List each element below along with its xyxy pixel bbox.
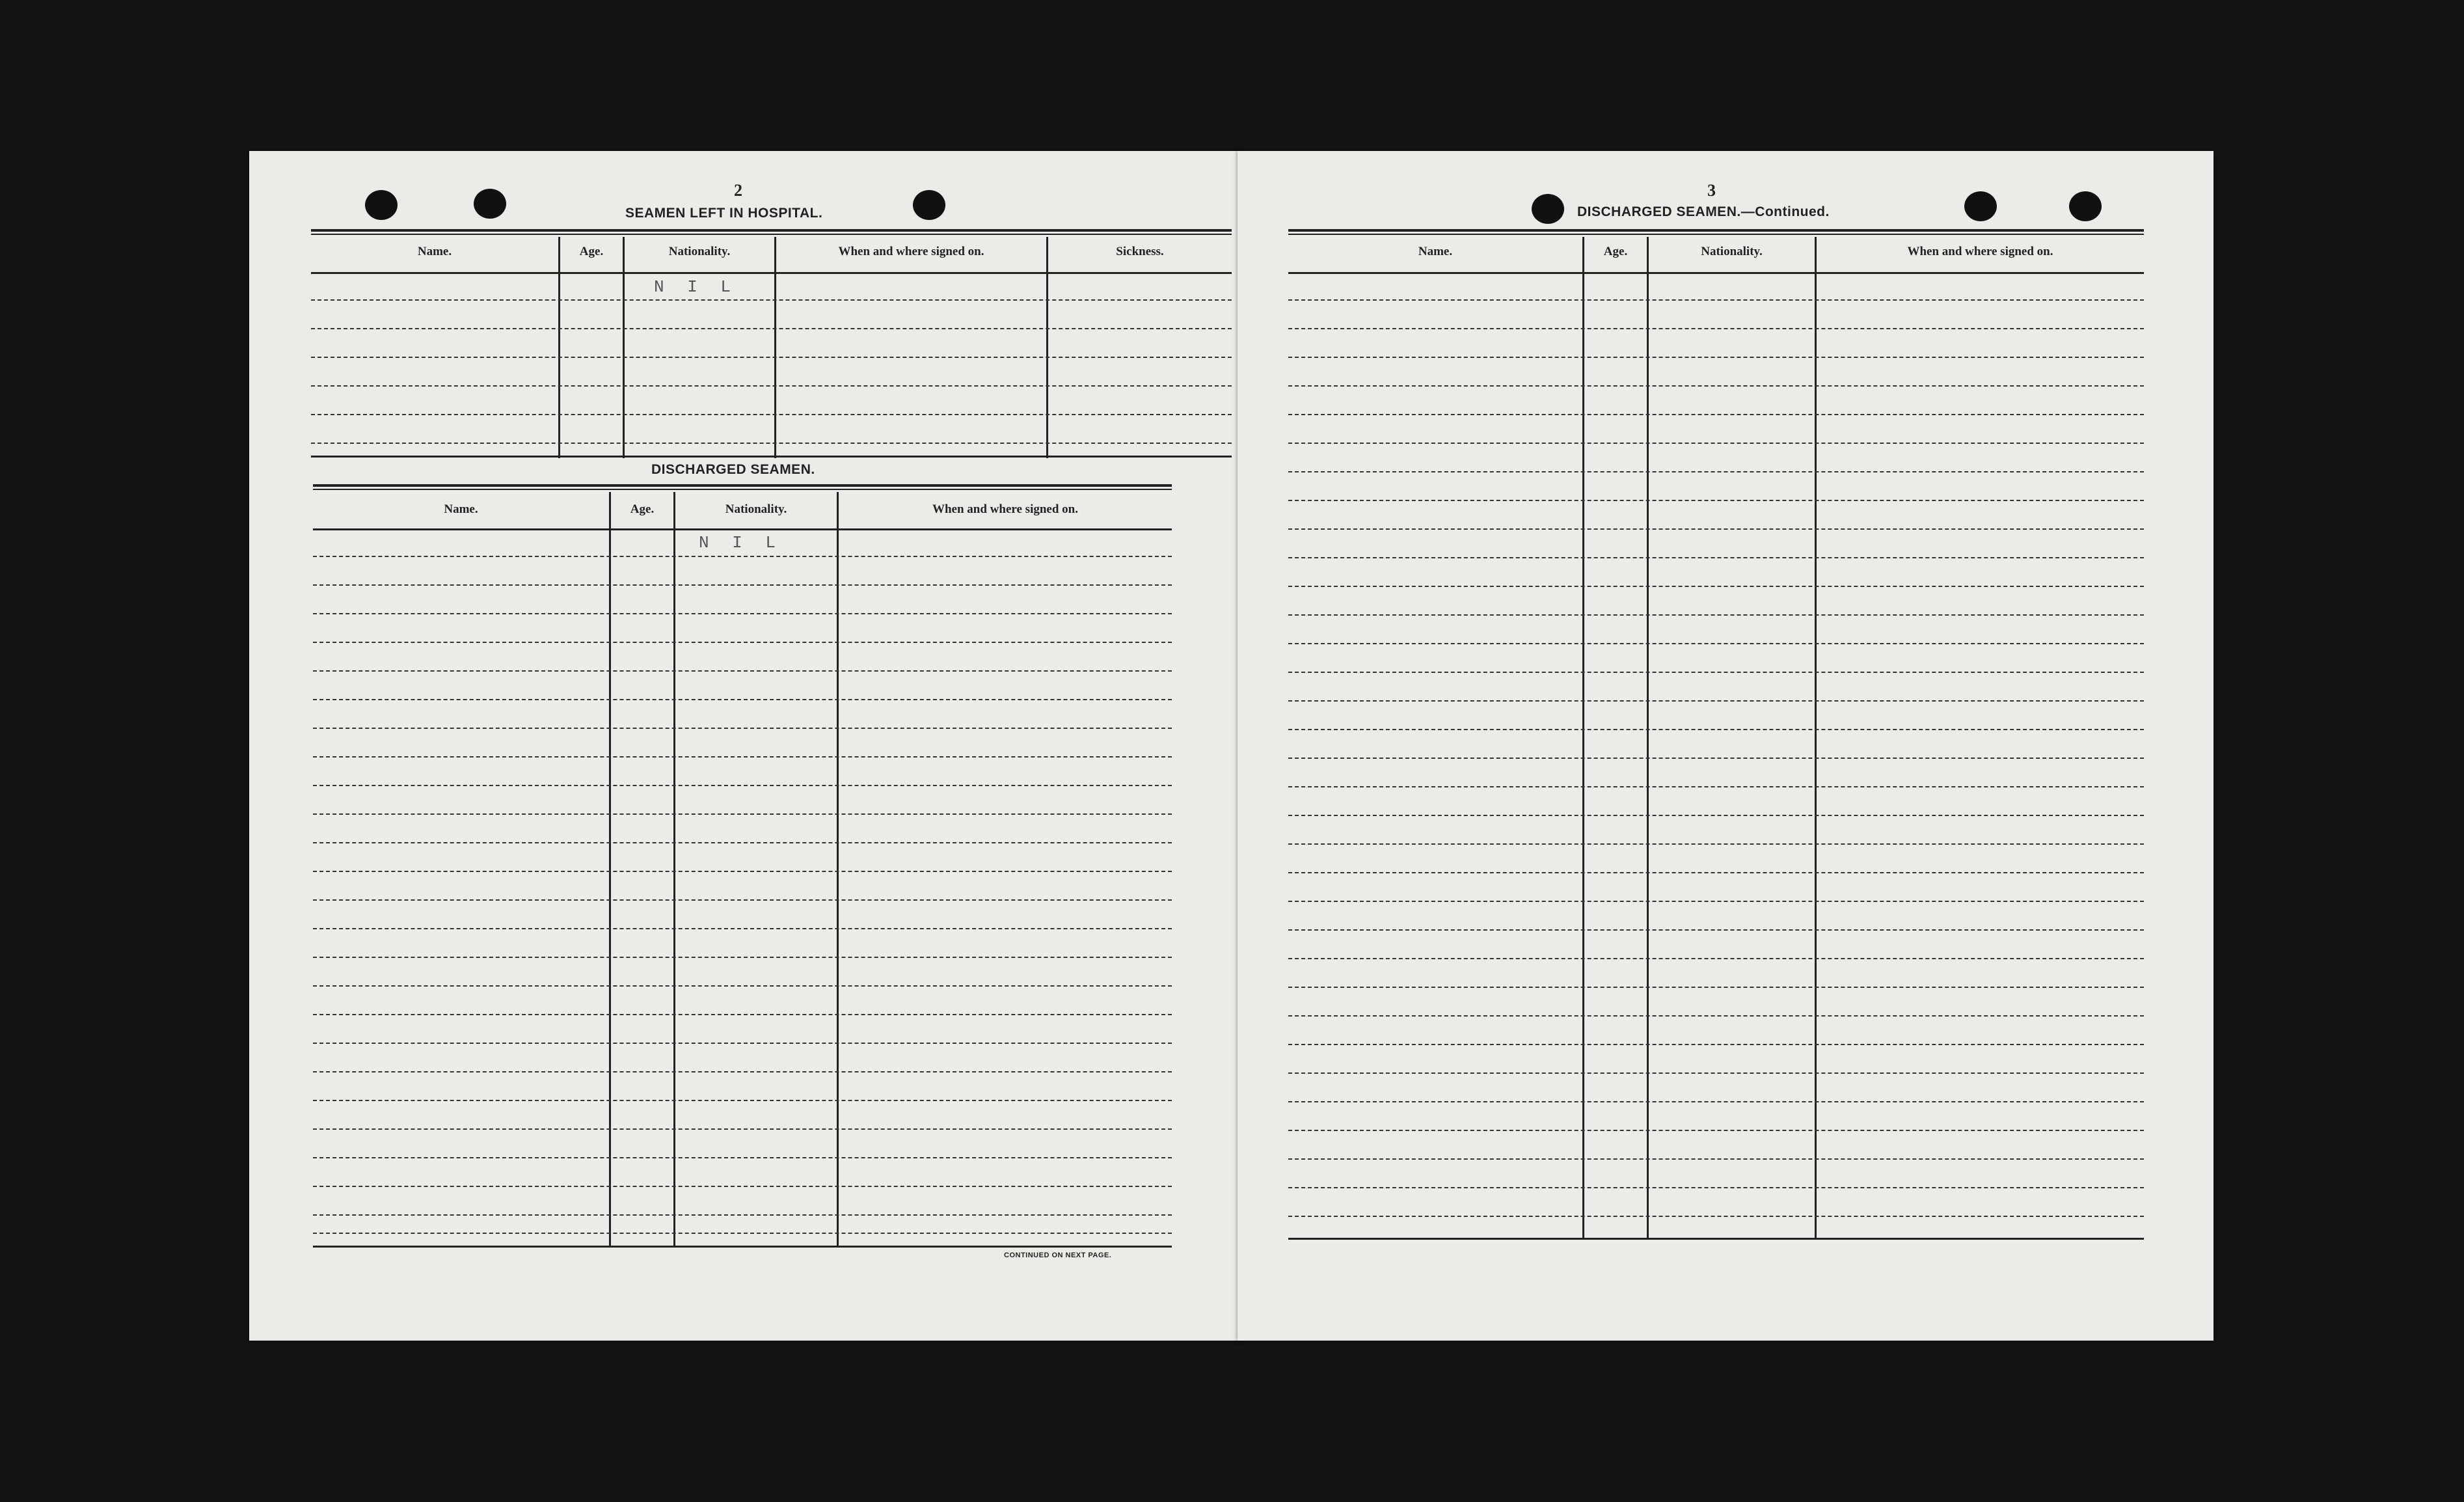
column-header-signed-on: When and where signed on. xyxy=(838,245,984,258)
entry-line xyxy=(1288,1015,2144,1017)
entry-line xyxy=(1288,1130,2144,1131)
entry-line xyxy=(1288,843,2144,845)
entry-line xyxy=(313,699,1172,700)
column-header-name: Name. xyxy=(1418,245,1453,258)
entry-line xyxy=(313,813,1172,815)
punch-hole xyxy=(1964,191,1997,221)
entry-line xyxy=(313,556,1172,557)
column-header-name: Name. xyxy=(417,245,452,258)
entry-line xyxy=(1288,929,2144,931)
entry-line xyxy=(311,299,1232,301)
entry-line xyxy=(313,928,1172,929)
entry-line xyxy=(1288,729,2144,730)
entry-line xyxy=(313,1186,1172,1187)
entry-line xyxy=(313,1043,1172,1044)
entry-line xyxy=(313,1100,1172,1101)
column-header-nationality: Nationality. xyxy=(1701,245,1763,258)
entry-line xyxy=(313,842,1172,843)
entry-line xyxy=(1288,500,2144,501)
column-header-age: Age. xyxy=(1603,245,1628,258)
punch-hole xyxy=(913,190,945,220)
entry-line xyxy=(313,642,1172,643)
entry-line xyxy=(313,1233,1172,1234)
column-header-sickness: Sickness. xyxy=(1116,245,1164,258)
entry-line xyxy=(313,1014,1172,1015)
entry-line xyxy=(1288,758,2144,759)
entry-line xyxy=(1288,987,2144,988)
entry-line xyxy=(313,785,1172,786)
entry-line xyxy=(313,899,1172,901)
entry-line xyxy=(313,756,1172,758)
entry-line xyxy=(313,728,1172,729)
entry-line xyxy=(1288,528,2144,530)
entry-line xyxy=(1288,471,2144,472)
entry-line xyxy=(311,385,1232,387)
entry-line xyxy=(1288,700,2144,702)
entry-line xyxy=(1288,786,2144,787)
entry-line xyxy=(1288,614,2144,616)
entry-line xyxy=(1288,1158,2144,1160)
entry-line xyxy=(311,443,1232,444)
entry-line xyxy=(1288,414,2144,415)
entry-line xyxy=(1288,1072,2144,1074)
right-page xyxy=(1238,151,2214,1341)
column-header-nationality: Nationality. xyxy=(668,245,731,258)
entry-line xyxy=(313,957,1172,958)
punch-hole xyxy=(2069,191,2102,221)
entry-line xyxy=(1288,1187,2144,1188)
entry-line xyxy=(313,1071,1172,1072)
entry-line xyxy=(311,357,1232,358)
entry-line xyxy=(1288,1101,2144,1102)
column-header-name: Name. xyxy=(444,502,478,516)
column-header-signed-on: When and where signed on. xyxy=(932,502,1078,516)
entry-line xyxy=(1288,586,2144,587)
entry-line xyxy=(313,584,1172,586)
left-page xyxy=(249,151,1241,1341)
page-number: 3 xyxy=(1707,181,1716,200)
entry-line xyxy=(313,985,1172,987)
entry-line xyxy=(313,613,1172,614)
column-header-nationality: Nationality. xyxy=(725,502,787,516)
page-number: 2 xyxy=(734,181,742,200)
punch-hole xyxy=(365,190,398,220)
punch-hole xyxy=(1532,194,1564,224)
continued-note: CONTINUED ON NEXT PAGE. xyxy=(1004,1251,1112,1259)
entry-line xyxy=(1288,557,2144,558)
section-title-discharged-continued: DISCHARGED SEAMEN.—Continued. xyxy=(1577,204,1830,219)
entry-line xyxy=(313,1128,1172,1130)
entry-line xyxy=(1288,815,2144,816)
entry-line xyxy=(1288,1044,2144,1045)
entry-line xyxy=(1288,299,2144,301)
section-title-hospital: SEAMEN LEFT IN HOSPITAL. xyxy=(625,206,823,221)
entry-line xyxy=(1288,357,2144,358)
entry-line xyxy=(1288,1216,2144,1217)
entry-line xyxy=(311,414,1232,415)
column-header-signed-on: When and where signed on. xyxy=(1907,245,2053,258)
hospital-nil-entry: N I L xyxy=(654,277,738,297)
entry-line xyxy=(1288,385,2144,387)
entry-line xyxy=(1288,443,2144,444)
section-title-discharged: DISCHARGED SEAMEN. xyxy=(651,462,815,477)
entry-line xyxy=(1288,872,2144,873)
discharged-table xyxy=(313,484,1172,1265)
entry-line xyxy=(1288,901,2144,902)
entry-line xyxy=(1288,328,2144,329)
column-header-age: Age. xyxy=(579,245,604,258)
entry-line xyxy=(313,670,1172,672)
discharged-continued-table xyxy=(1288,229,2144,1244)
entry-line xyxy=(1288,643,2144,644)
discharged-nil-entry: N I L xyxy=(699,533,783,553)
entry-line xyxy=(1288,672,2144,673)
entry-line xyxy=(311,328,1232,329)
punch-hole xyxy=(474,189,506,219)
entry-line xyxy=(313,1214,1172,1216)
entry-line xyxy=(313,871,1172,872)
entry-line xyxy=(313,1157,1172,1158)
column-header-age: Age. xyxy=(630,502,655,516)
entry-line xyxy=(1288,958,2144,959)
